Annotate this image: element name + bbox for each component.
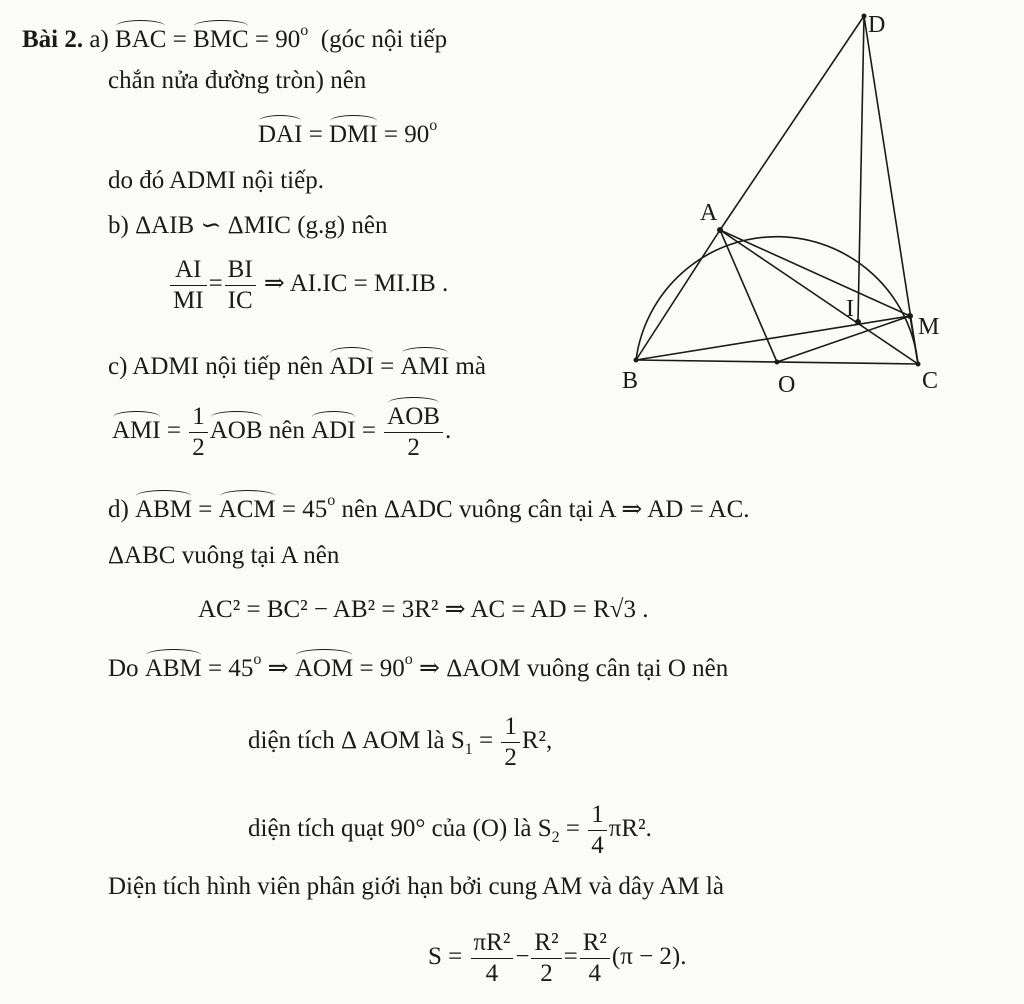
- note-inscribed: (góc nội tiếp: [320, 26, 448, 53]
- fraction-area1: $\frac{1}{2}$: [501, 712, 520, 773]
- fraction-bi-ic: $\frac{BI}{IC}$: [225, 255, 256, 316]
- part-c-text: c) ADMI nội tiếp nên: [108, 353, 324, 380]
- fraction-s1: $\frac{\text{πR²}}{4}$: [471, 928, 514, 989]
- segment-ad: [720, 16, 864, 230]
- do-word: Do: [108, 655, 139, 682]
- arc-abm: ABM: [135, 496, 193, 523]
- problem-label: Bài 2.: [22, 26, 84, 53]
- s-lhs: S =: [428, 943, 463, 971]
- angle-value: = 90: [254, 26, 301, 53]
- fraction-s3: $\frac{\text{R²}}{4}$: [580, 928, 610, 989]
- arc-dai: DAI: [258, 121, 303, 148]
- label-d: D: [868, 12, 886, 38]
- part-a-marker: a): [89, 26, 109, 53]
- arc-acm: ACM: [218, 496, 276, 523]
- point-d: [862, 14, 867, 19]
- segment-om: [777, 316, 910, 362]
- arc-abm-2: ABM: [144, 655, 202, 682]
- area2-tail: πR².: [608, 815, 652, 843]
- part-c-ma: mà: [455, 353, 486, 380]
- arc-bmc: BMC: [193, 26, 249, 53]
- label-m: M: [918, 314, 940, 340]
- label-o: O: [778, 372, 796, 398]
- segment-formula: S = $\frac{\text{πR²}}{4}$ − $\frac{\text{R²}}{2}$ = $\frac{\text{R²}}{4}$ (π − 2).: [428, 929, 687, 987]
- angle-value-2: = 90: [383, 121, 430, 148]
- point-i: [855, 319, 861, 325]
- part-d-eq: AC² = BC² − AB² = 3R² ⇒ AC = AD = R√3 .: [198, 596, 649, 623]
- part-d-line3: Do ABM = $45^o$ ⇒ AOM = $90^o$ ⇒ ΔAOM vuông cân tại O nên: [108, 651, 729, 682]
- part-c-nen: nên: [268, 417, 305, 445]
- angle-45: = 45: [281, 496, 328, 523]
- arc-ami-2: AMI: [112, 417, 161, 445]
- part-c-line1: c) ADMI nội tiếp nên ADI = AMI mà: [108, 353, 486, 380]
- area-sector-line: diện tích quạt 90° của (O) là $S_2$ = $\frac{1}{4}$ πR².: [248, 801, 652, 859]
- arc-bac: BAC: [115, 26, 167, 53]
- part-a-line3: do đó ADMI nội tiếp.: [108, 167, 324, 194]
- angle-90: = 90: [359, 655, 405, 682]
- segment-text: Diện tích hình viên phân giới hạn bởi cung AM và dây AM là: [108, 873, 724, 900]
- point-m: [907, 313, 913, 319]
- point-c: [916, 362, 921, 367]
- part-a-line1: Bài 2. a) BAC = BMC = $90^o$ (góc nội tiếp: [22, 22, 448, 53]
- area-aom-line: diện tích Δ AOM là $S_1$ = $\frac{1}{2}$ R²,: [248, 713, 553, 771]
- area1-text: diện tích Δ AOM là S: [248, 727, 465, 755]
- fraction-aob-2: $\frac{\text{AOB}}{2}$: [384, 402, 443, 463]
- fraction-ai-mi: $\frac{AI}{MI}$: [170, 255, 207, 316]
- arc-dmi: DMI: [329, 121, 378, 148]
- arc-aob: AOB: [209, 417, 263, 445]
- segment-dc: [864, 16, 918, 364]
- fraction-s2: $\frac{\text{R²}}{2}$: [531, 928, 561, 989]
- segment-mc: [910, 316, 918, 364]
- arc-adi-2: ADI: [311, 417, 356, 445]
- part-d-text3: ⇒ ΔAOM vuông cân tại O nên: [419, 655, 729, 682]
- segment-di: [858, 16, 864, 322]
- area1-tail: R²,: [521, 727, 553, 755]
- point-a: [717, 227, 723, 233]
- label-c: C: [922, 368, 939, 394]
- point-b: [634, 358, 639, 363]
- area2-text: diện tích quạt 90° của (O) là S: [248, 815, 552, 843]
- part-a-line2: chắn nửa đường tròn) nên: [108, 67, 367, 94]
- arc-ami: AMI: [400, 353, 450, 380]
- part-d-text1: nên ΔADC vuông cân tại A ⇒ AD = AC.: [341, 496, 750, 523]
- part-b-line1: b) ΔAIB ∽ ΔMIC (g.g) nên: [108, 212, 388, 239]
- part-b-result: ⇒ AI.IC = MI.IB .: [263, 270, 449, 298]
- segment-am: [720, 230, 910, 316]
- arc-adi: ADI: [329, 353, 374, 380]
- label-i: I: [846, 296, 854, 322]
- part-d-line2: ΔABC vuông tại A nên: [108, 542, 340, 569]
- point-o: [775, 360, 780, 365]
- fraction-area2: $\frac{1}{4}$: [588, 800, 607, 861]
- part-d-line1: d) ABM = ACM = $45^o$ nên ΔADC vuông cân tại A ⇒ AD = AC.: [108, 492, 750, 523]
- angle-45-2: = 45: [208, 655, 254, 682]
- part-b-eq: $\frac{AI}{MI}$ = $\frac{BI}{IC}$ ⇒ AI.IC = MI.IB .: [168, 255, 448, 316]
- segment-ba: [636, 230, 720, 360]
- fraction-half: $\frac{1}{2}$: [189, 402, 208, 463]
- label-b: B: [622, 368, 639, 394]
- part-c-eq: AMI = $\frac{1}{2}$ AOB nên ADI = $\frac{\text{AOB}}{2}$ .: [112, 403, 452, 461]
- s-tail: (π − 2).: [611, 943, 687, 971]
- part-a-eq2: DAI = DMI = $90^o$: [258, 117, 438, 148]
- arc-aom: AOM: [294, 655, 354, 682]
- label-a: A: [700, 200, 718, 226]
